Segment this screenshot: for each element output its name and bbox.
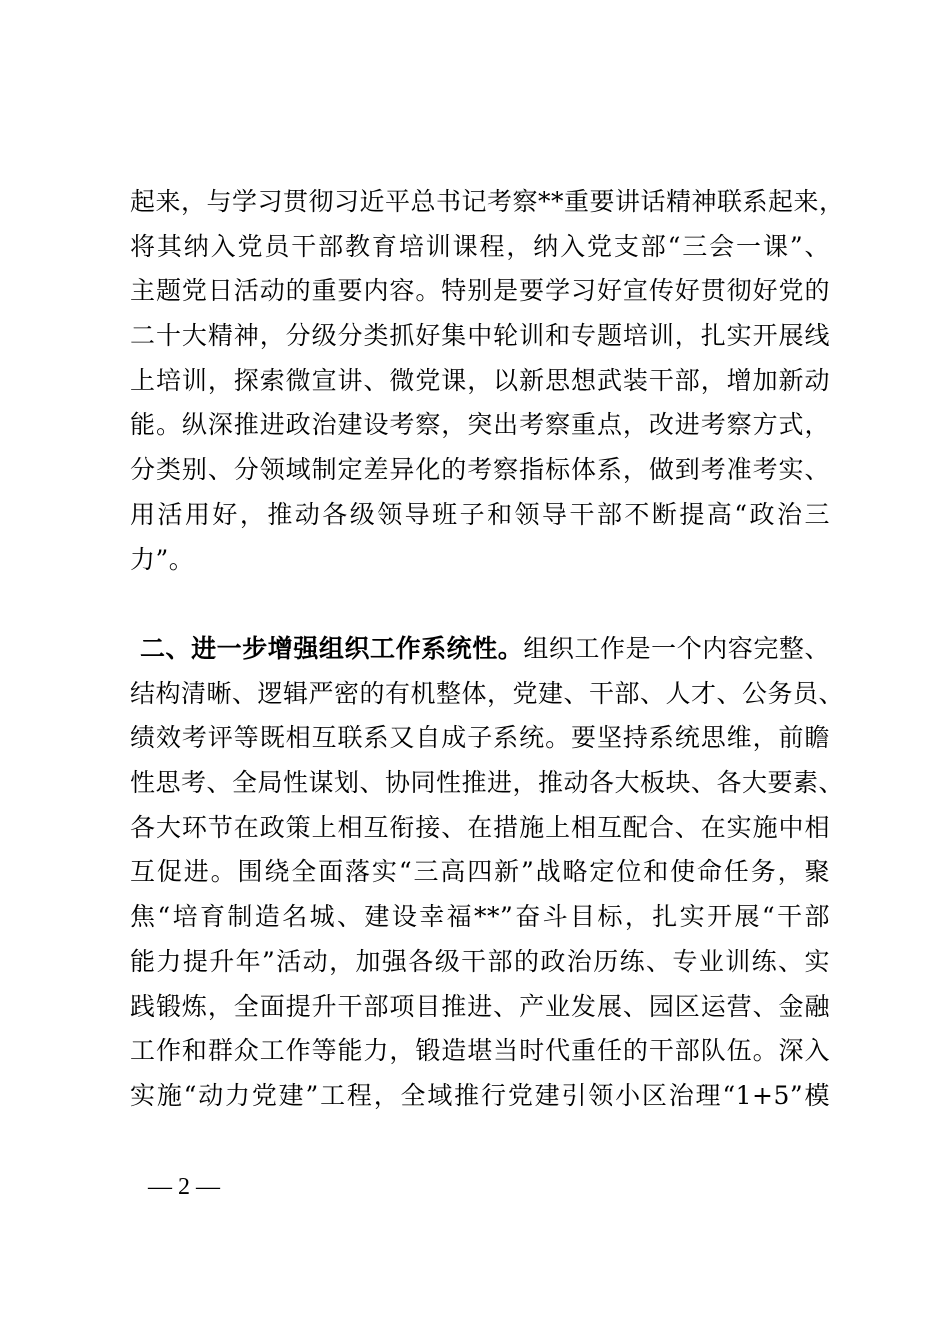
text-line: 将其纳入党员干部教育培训课程，纳入党支部“三会一课”、	[130, 231, 830, 261]
text-line: 力”。	[130, 544, 195, 574]
text-line: 绩效考评等既相互联系又自成子系统。要坚持系统思维，前瞻	[130, 723, 830, 753]
text-line: 二十大精神，分级分类抓好集中轮训和专题培训，扎实开展线	[130, 321, 830, 351]
text-line: 践锻炼，全面提升干部项目推进、产业发展、园区运营、金融	[130, 991, 830, 1021]
text-line: 能。纵深推进政治建设考察，突出考察重点，改进考察方式，	[130, 410, 830, 440]
text-line: 用活用好，推动各级领导班子和领导干部不断提高“政治三	[130, 499, 830, 529]
text-line-remainder: 组织工作是一个内容完整、	[523, 634, 830, 663]
text-line-with-heading	[130, 627, 830, 672]
page-number: — 2 —	[148, 1174, 220, 1200]
text-line: 主题党日活动的重要内容。特别是要学习好宣传好贯彻好党的	[130, 276, 830, 306]
text-line: 能力提升年”活动，加强各级干部的政治历练、专业训练、实	[130, 946, 830, 976]
text-line: 结构清晰、逻辑严密的有机整体，党建、干部、人才、公务员、	[130, 678, 845, 708]
text-line: 工作和群众工作等能力，锻造堪当时代重任的干部队伍。深入	[130, 1036, 830, 1066]
text-line: 互促进。围绕全面落实“三高四新”战略定位和使命任务，聚	[130, 857, 830, 887]
text-line: 各大环节在政策上相互衔接、在措施上相互配合、在实施中相	[130, 812, 830, 842]
text-line: 起来，与学习贯彻习近平总书记考察**重要讲话精神联系起来，	[130, 187, 845, 216]
text-line: 分类别、分领域制定差异化的考察指标体系，做到考准考实、	[130, 455, 830, 485]
text-line: 性思考、全局性谋划、协同性推进，推动各大板块、各大要素、	[130, 768, 845, 798]
section-heading: 二、进一步增强组织工作系统性。	[140, 634, 524, 663]
text-line: 上培训，探索微宣讲、微党课，以新思想武装干部，增加新动	[130, 365, 830, 395]
text-line: 焦“培育制造名城、建设幸福**”奋斗目标，扎实开展“干部	[130, 902, 830, 932]
text-line: 实施“动力党建”工程，全域推行党建引领小区治理“1+5”模	[130, 1080, 830, 1110]
paragraph-1	[130, 180, 845, 582]
paragraph-2	[130, 627, 845, 1119]
